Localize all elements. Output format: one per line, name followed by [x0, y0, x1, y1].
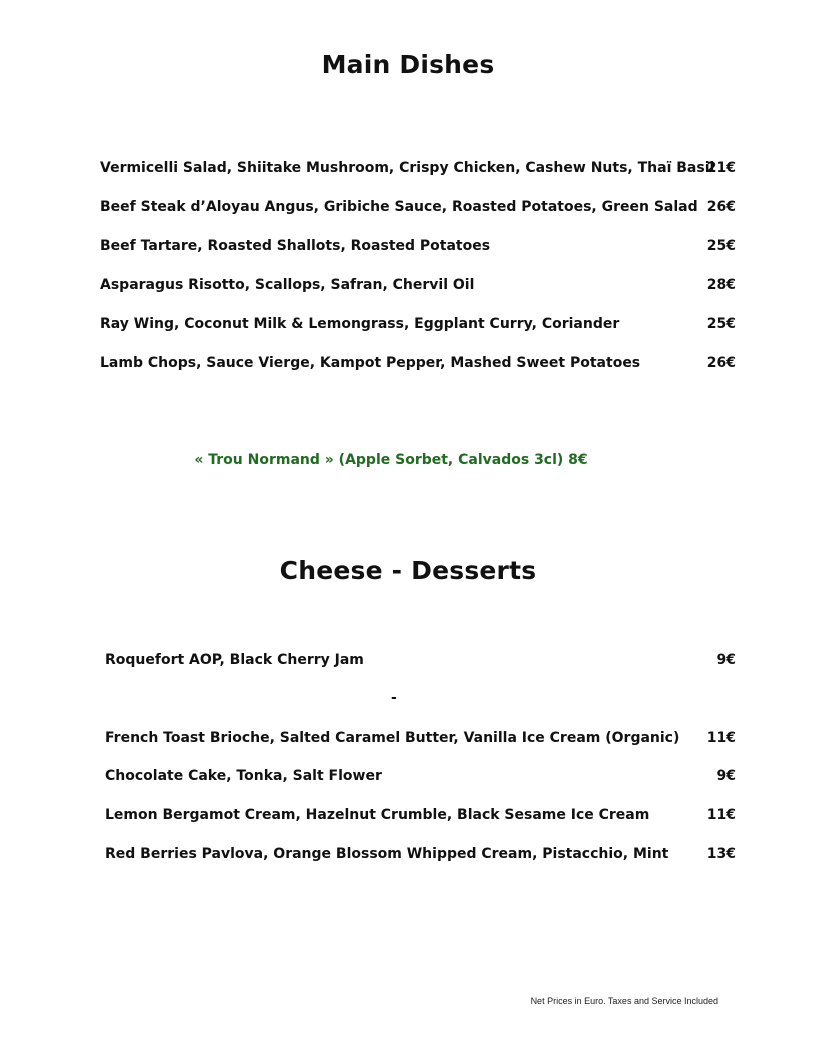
menu-item-name: Vermicelli Salad, Shiitake Mushroom, Crispy Chicken, Cashew Nuts, Thaï Basil [100, 160, 715, 176]
footer-note: Net Prices in Euro. Taxes and Service Included [530, 996, 718, 1006]
menu-item-price: 25€ [706, 238, 736, 254]
dessert-item-name: Lemon Bergamot Cream, Hazelnut Crumble, Black Sesame Ice Cream [105, 807, 650, 823]
dessert-item-price: 9€ [716, 768, 736, 784]
menu-item-name: Ray Wing, Coconut Milk & Lemongrass, Eggplant Curry, Coriander [100, 316, 620, 332]
menu-item-price: 28€ [706, 277, 736, 293]
dessert-item-name: Red Berries Pavlova, Orange Blossom Whipped Cream, Pistacchio, Mint [105, 846, 669, 862]
main-dishes-title: Main Dishes [321, 50, 495, 79]
menu-item-name: Asparagus Risotto, Scallops, Safran, Chervil Oil [100, 277, 475, 293]
menu-item-price: 25€ [706, 316, 736, 332]
cheese-item-price: 9€ [716, 652, 736, 668]
cheese-item-name: Roquefort AOP, Black Cherry Jam [105, 652, 364, 668]
menu-item-price: 26€ [706, 199, 736, 215]
menu-item-name: Beef Tartare, Roasted Shallots, Roasted Potatoes [100, 238, 491, 254]
dessert-item-name: Chocolate Cake, Tonka, Salt Flower [105, 768, 382, 784]
menu-item-price: 21€ [706, 160, 736, 176]
dessert-item-price: 11€ [706, 730, 736, 746]
separator-dash: - [391, 690, 397, 706]
dessert-item-price: 11€ [706, 807, 736, 823]
dessert-item-name: French Toast Brioche, Salted Caramel Butter, Vanilla Ice Cream (Organic) [105, 730, 680, 746]
dessert-item-price: 13€ [706, 846, 736, 862]
cheese-desserts-title: Cheese - Desserts [279, 556, 537, 585]
menu-item-name: Beef Steak d’Aloyau Angus, Gribiche Sauce, Roasted Potatoes, Green Salad [100, 199, 698, 215]
menu-item-name: Lamb Chops, Sauce Vierge, Kampot Pepper, Mashed Sweet Potatoes [100, 355, 641, 371]
menu-item-price: 26€ [706, 355, 736, 371]
trou-normand-special: « Trou Normand » (Apple Sorbet, Calvados 3cl) 8€ [194, 452, 588, 468]
